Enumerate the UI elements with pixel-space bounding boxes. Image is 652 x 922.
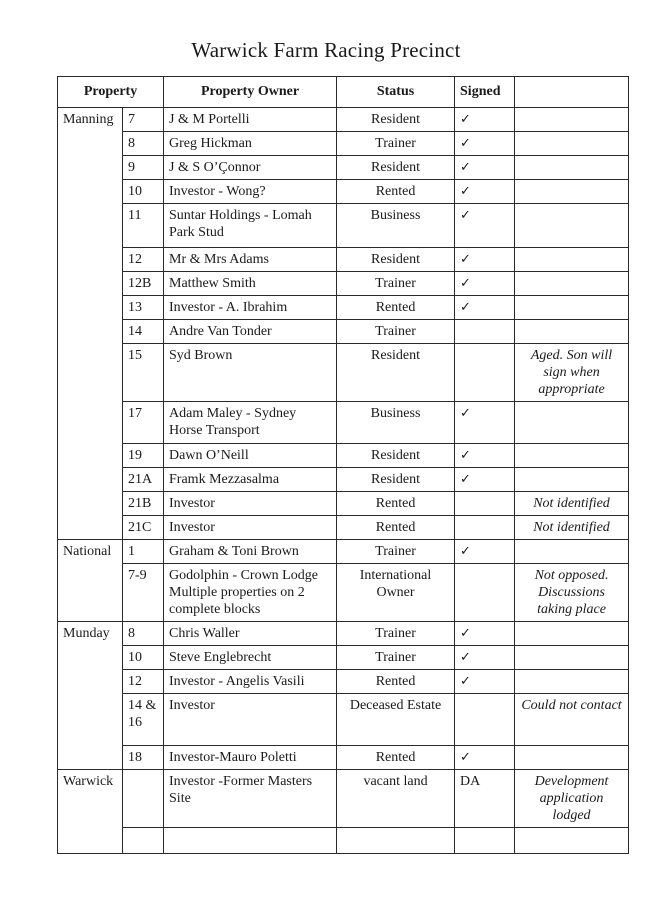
property-number: 7 (123, 108, 164, 132)
street-name: Manning (58, 108, 123, 540)
property-number: 11 (123, 204, 164, 248)
property-status: International Owner (337, 564, 455, 622)
notes: Not identified (515, 516, 629, 540)
property-number: 18 (123, 746, 164, 770)
property-owner: Mr & Mrs Adams (164, 248, 337, 272)
property-owner: Investor -Former Masters Site (164, 770, 337, 828)
table-row (58, 694, 629, 746)
property-owner: Suntar Holdings - Lomah Park Stud (164, 204, 337, 248)
property-status: Rented (337, 492, 455, 516)
signed-mark (455, 344, 515, 402)
property-number: 21A (123, 468, 164, 492)
table-row (58, 344, 629, 402)
property-owner: J & M Portelli (164, 108, 337, 132)
property-status: Rented (337, 180, 455, 204)
table-row (58, 204, 629, 248)
signed-mark: ✓ (455, 468, 515, 492)
signed-mark: ✓ (455, 646, 515, 670)
signed-mark: ✓ (455, 132, 515, 156)
header-row (58, 77, 629, 108)
property-number: 10 (123, 180, 164, 204)
table-row (58, 646, 629, 670)
property-number: 14 & 16 (123, 694, 164, 746)
table-row (58, 108, 629, 132)
signed-mark: ✓ (455, 180, 515, 204)
street-name: Warwick (58, 770, 123, 854)
notes: Aged. Son will sign when appropriate (515, 344, 629, 402)
notes (515, 156, 629, 180)
signed-mark: ✓ (455, 108, 515, 132)
notes (515, 132, 629, 156)
property-owner: Investor (164, 492, 337, 516)
signed-mark: ✓ (455, 402, 515, 444)
property-number: 12 (123, 670, 164, 694)
notes (515, 622, 629, 646)
property-number: 1 (123, 540, 164, 564)
property-status: Trainer (337, 622, 455, 646)
property-owner: Investor - Angelis Vasili (164, 670, 337, 694)
property-number: 21B (123, 492, 164, 516)
table-row (58, 516, 629, 540)
property-number: 17 (123, 402, 164, 444)
table-row (58, 444, 629, 468)
notes (515, 468, 629, 492)
table-row (58, 320, 629, 344)
property-status: Business (337, 402, 455, 444)
table-row (58, 828, 629, 854)
table-row (58, 180, 629, 204)
header-property: Property (58, 77, 164, 108)
precinct-table (57, 76, 629, 854)
property-status: Resident (337, 444, 455, 468)
property-number (123, 770, 164, 828)
signed-mark (455, 564, 515, 622)
property-number: 21C (123, 516, 164, 540)
notes (515, 402, 629, 444)
property-status: Rented (337, 670, 455, 694)
property-number: 15 (123, 344, 164, 402)
property-status: Resident (337, 156, 455, 180)
notes (515, 670, 629, 694)
signed-mark: ✓ (455, 296, 515, 320)
property-owner: Dawn O’Neill (164, 444, 337, 468)
signed-mark: ✓ (455, 540, 515, 564)
property-owner: Investor-Mauro Poletti (164, 746, 337, 770)
notes: Not identified (515, 492, 629, 516)
property-status: Trainer (337, 320, 455, 344)
signed-mark (455, 694, 515, 746)
notes: Development application lodged (515, 770, 629, 828)
property-owner: Adam Maley - Sydney Horse Transport (164, 402, 337, 444)
table-row (58, 468, 629, 492)
signed-mark: ✓ (455, 248, 515, 272)
property-status: Trainer (337, 132, 455, 156)
property-owner: Matthew Smith (164, 272, 337, 296)
property-number: 7-9 (123, 564, 164, 622)
table-row (58, 156, 629, 180)
property-owner: Graham & Toni Brown (164, 540, 337, 564)
notes (515, 204, 629, 248)
street-name: National (58, 540, 123, 622)
property-number: 14 (123, 320, 164, 344)
property-status: Rented (337, 516, 455, 540)
property-status: Trainer (337, 540, 455, 564)
property-number: 8 (123, 622, 164, 646)
notes (515, 248, 629, 272)
property-status (337, 828, 455, 854)
property-owner: Investor (164, 516, 337, 540)
table-row (58, 132, 629, 156)
table-row (58, 746, 629, 770)
signed-mark: ✓ (455, 746, 515, 770)
signed-mark: ✓ (455, 444, 515, 468)
property-number: 10 (123, 646, 164, 670)
property-number (123, 828, 164, 854)
header-signed: Signed (455, 77, 515, 108)
property-owner: Andre Van Tonder (164, 320, 337, 344)
property-owner: Syd Brown (164, 344, 337, 402)
header-owner: Property Owner (164, 77, 337, 108)
property-status: Trainer (337, 272, 455, 296)
signed-mark (455, 828, 515, 854)
table-row (58, 770, 629, 828)
property-owner: Steve Englebrecht (164, 646, 337, 670)
property-owner: Greg Hickman (164, 132, 337, 156)
property-status: Resident (337, 108, 455, 132)
header-notes (515, 77, 629, 108)
property-number: 8 (123, 132, 164, 156)
table-row (58, 402, 629, 444)
property-owner: Investor - A. Ibrahim (164, 296, 337, 320)
property-owner: Chris Waller (164, 622, 337, 646)
property-status: Resident (337, 344, 455, 402)
header-status: Status (337, 77, 455, 108)
notes (515, 272, 629, 296)
table-row (58, 492, 629, 516)
notes (515, 108, 629, 132)
table-row (58, 248, 629, 272)
page-title: Warwick Farm Racing Precinct (191, 38, 461, 62)
signed-mark: DA (455, 770, 515, 828)
property-owner: Investor (164, 694, 337, 746)
property-status: Rented (337, 296, 455, 320)
table-row (58, 670, 629, 694)
signed-mark: ✓ (455, 622, 515, 646)
notes (515, 540, 629, 564)
notes (515, 320, 629, 344)
signed-mark (455, 516, 515, 540)
notes (515, 444, 629, 468)
property-number: 12B (123, 272, 164, 296)
notes (515, 828, 629, 854)
property-number: 12 (123, 248, 164, 272)
property-status: Resident (337, 248, 455, 272)
property-number: 13 (123, 296, 164, 320)
property-status: Resident (337, 468, 455, 492)
property-status: Rented (337, 746, 455, 770)
property-status: Business (337, 204, 455, 248)
property-status: Deceased Estate (337, 694, 455, 746)
signed-mark (455, 320, 515, 344)
street-name: Munday (58, 622, 123, 770)
table-row (58, 540, 629, 564)
property-status: Trainer (337, 646, 455, 670)
property-number: 9 (123, 156, 164, 180)
table-row (58, 272, 629, 296)
notes: Not opposed. Discussions taking place (515, 564, 629, 622)
signed-mark: ✓ (455, 670, 515, 694)
property-owner: Framk Mezzasalma (164, 468, 337, 492)
notes (515, 746, 629, 770)
property-owner (164, 828, 337, 854)
property-owner: J & S O’Çonnor (164, 156, 337, 180)
table-row (58, 564, 629, 622)
signed-mark: ✓ (455, 156, 515, 180)
signed-mark: ✓ (455, 204, 515, 248)
notes (515, 180, 629, 204)
property-owner: Godolphin - Crown Lodge Multiple properties on 2 complete blocks (164, 564, 337, 622)
table-row (58, 622, 629, 646)
property-number: 19 (123, 444, 164, 468)
property-status: vacant land (337, 770, 455, 828)
table-row (58, 296, 629, 320)
notes (515, 296, 629, 320)
signed-mark: ✓ (455, 272, 515, 296)
signed-mark (455, 492, 515, 516)
notes: Could not contact (515, 694, 629, 746)
notes (515, 646, 629, 670)
table-body (58, 108, 629, 854)
property-owner: Investor - Wong? (164, 180, 337, 204)
